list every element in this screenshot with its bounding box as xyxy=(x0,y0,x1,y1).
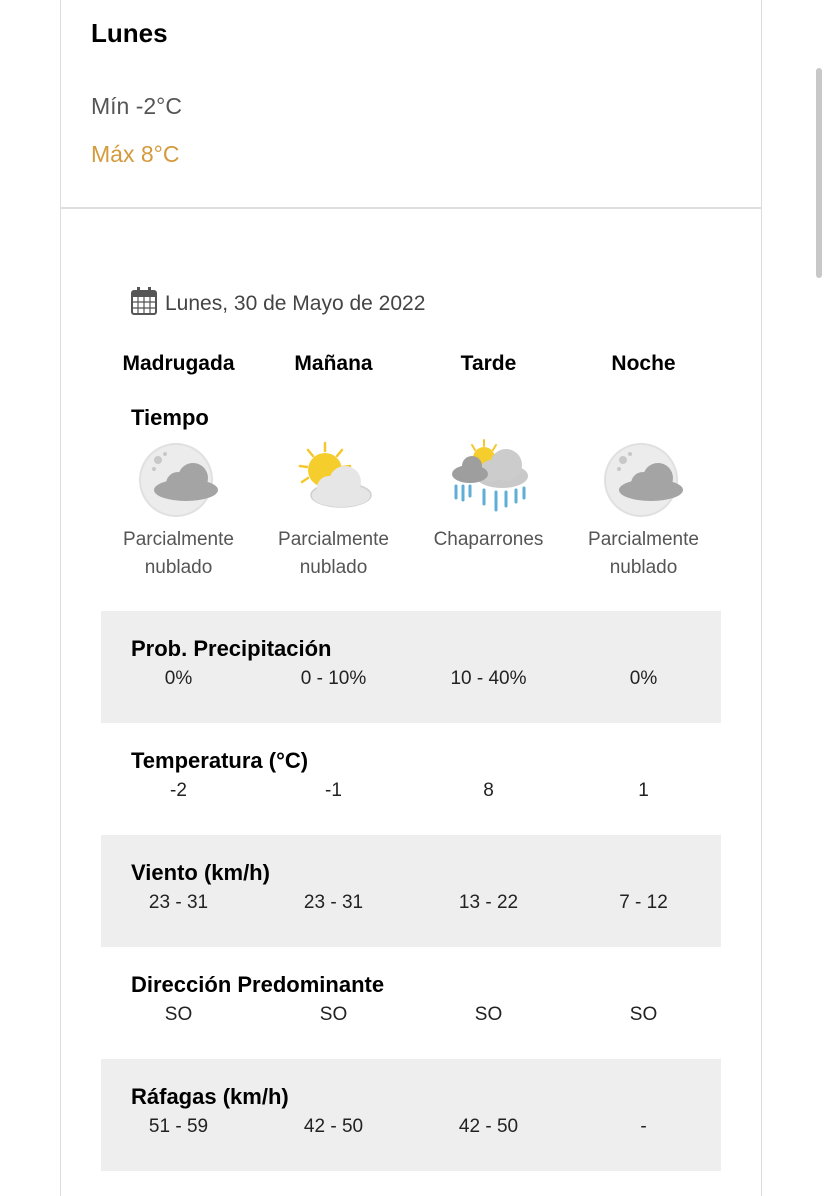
date-header xyxy=(131,290,425,318)
value-noche: 1 xyxy=(638,780,649,801)
weather-madrugada xyxy=(101,438,256,588)
value-noche: SO xyxy=(629,1004,658,1025)
weather-description: Parcialmente nublado xyxy=(588,529,699,578)
row-title: Temperatura (°C) xyxy=(131,748,309,773)
value-manana: 23 - 31 xyxy=(303,892,364,913)
value-tarde: 42 - 50 xyxy=(458,1116,519,1137)
sun-cloud-icon xyxy=(293,438,375,518)
value-madrugada: SO xyxy=(164,1004,193,1025)
day-title: Lunes xyxy=(91,18,168,48)
weather-description: Parcialmente nublado xyxy=(278,529,389,578)
value-noche: 7 - 12 xyxy=(619,892,668,913)
date-label: Lunes, 30 de Mayo de 2022 xyxy=(165,292,426,315)
moon-cloud-icon xyxy=(603,438,685,518)
weather-icons-row xyxy=(101,438,721,588)
value-tarde: 8 xyxy=(483,780,494,801)
period-manana: Mañana xyxy=(294,352,373,375)
weather-description: Chaparrones xyxy=(433,529,544,550)
value-manana: 0 - 10% xyxy=(300,668,367,689)
value-tarde: 10 - 40% xyxy=(450,668,527,689)
scrollbar[interactable] xyxy=(816,68,822,278)
sun-rain-cloud-icon xyxy=(448,438,532,518)
moon-cloud-icon xyxy=(138,438,220,518)
value-noche: 0% xyxy=(629,668,658,689)
value-tarde: 13 - 22 xyxy=(458,892,519,913)
min-temperature: Mín -2°C xyxy=(91,93,182,119)
row-title: Ráfagas (km/h) xyxy=(131,1084,289,1109)
day-summary xyxy=(61,0,761,209)
value-noche: - xyxy=(640,1116,647,1137)
row-title: Prob. Precipitación xyxy=(131,636,332,661)
value-madrugada: 23 - 31 xyxy=(148,892,209,913)
weather-description: Parcialmente nublado xyxy=(123,529,234,578)
value-tarde: SO xyxy=(474,1004,503,1025)
row-title: Viento (km/h) xyxy=(131,860,270,885)
value-manana: SO xyxy=(319,1004,348,1025)
weather-tarde xyxy=(411,438,566,588)
wind-direction-row xyxy=(101,947,721,1059)
precipitation-row xyxy=(101,611,721,723)
tiempo-title: Tiempo xyxy=(131,405,209,430)
max-temperature: Máx 8°C xyxy=(91,141,180,167)
value-madrugada: 0% xyxy=(164,668,193,689)
gusts-row xyxy=(101,1059,721,1171)
value-manana: -1 xyxy=(325,780,342,801)
value-manana: 42 - 50 xyxy=(303,1116,364,1137)
weather-noche xyxy=(566,438,721,588)
period-headers xyxy=(101,352,721,382)
value-madrugada: 51 - 59 xyxy=(148,1116,209,1137)
period-noche: Noche xyxy=(611,352,676,375)
calendar-icon xyxy=(131,287,157,321)
period-madrugada: Madrugada xyxy=(122,352,235,375)
forecast-card xyxy=(60,0,762,1196)
period-tarde: Tarde xyxy=(460,352,517,375)
temperature-row xyxy=(101,723,721,835)
value-madrugada: -2 xyxy=(170,780,187,801)
row-title: Dirección Predominante xyxy=(131,972,385,997)
weather-manana xyxy=(256,438,411,588)
wind-row xyxy=(101,835,721,947)
